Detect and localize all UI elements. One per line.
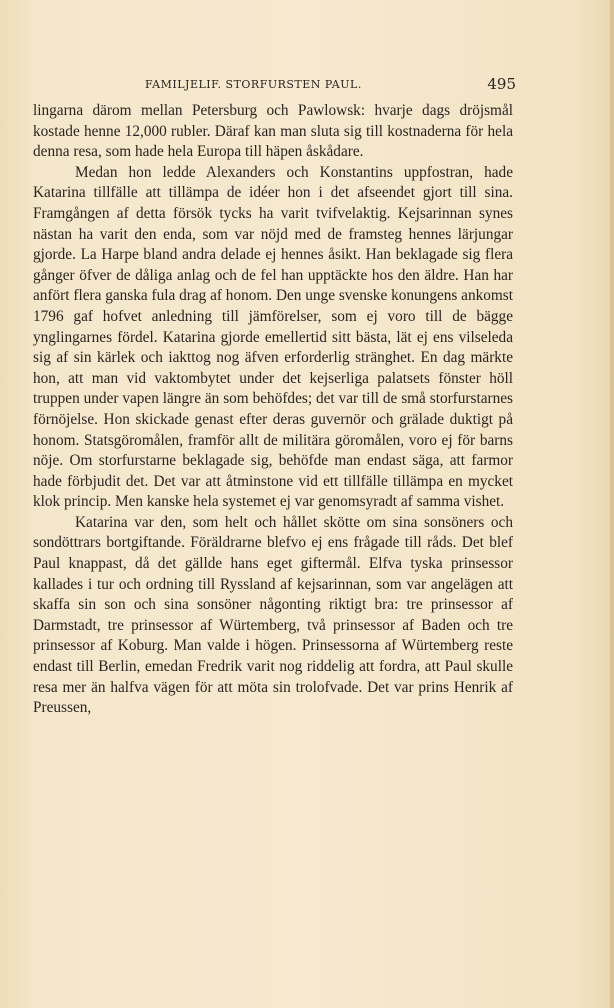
running-head: FAMILJELIF. STORFURSTEN PAUL. [145,78,362,91]
page-edge [610,0,614,1008]
paragraph-continuation: lingarna därom mellan Petersburg och Pawlowsk: hvarje dags dröjsmål kostade henne 12,000 rubler. Däraf kan man sluta sig till kostnaderna för hela denna resa, som hade hela Europa till häpen åskådare. [33,102,513,161]
paragraph-upbringing: Medan hon ledde Alexanders och Konstantins uppfostran, hade Katarina tillfälle att tillämpa de idéer hon i det afseendet gjort till sina. Framgången af detta försök tycks ha varit tvifvelaktig. Kejsarinnan synes nästan ha varit den enda, som var nöjd med de framsteg hennes lärjungar gjorde. La Harpe bland andra delade ej hennes åsikt. Han beklagade sig flera gånger öfver de dåliga anlag och de fel han upptäckte hos den äldre. Han har anfört flera ganska fula drag af honom. Den unge svenske konungens ankomst 1796 gaf hofvet anledning till jämförelser, som ej voro till de bägge ynglingarnes fördel. Katarina gjorde emellertid sitt bästa, lät ej ens vilseleda sig af sin kärlek och iakttog nog äfven erforderlig stränghet. En dag märkte hon, att man vid vaktombytet under det kejserliga palatsets fönster höll truppen under vapen längre än som behöfdes; det var till de små storfurstarnes förnöjelse. Hon skickade genast efter deras guvernör och grälade duktigt på honom. Statsgöromålen, framför allt de militära göromålen, voro ej för barns nöje. Om storfurstarne beklagade sig, behöfde man endast säga, att farmor hade förbjudit det. Det var att åtminstone vid ett tillfälle tillämpa en mycket klok princip. Men kanske hela systemet ej var genomsyradt af samma vishet. [33,163,514,511]
body-text [33,101,513,719]
paragraph-marriages: Katarina var den, som helt och hållet skötte om sina sonsöners och sondöttrars bortgiftande. Föräldrarne blefvo ej ens frågade till råds. Det blef Paul knappast, då det gällde hans eget giftermål. Elfva tyska prinsessor kallades i tur och ordning till Ryssland af kejsarinnan, som var angelägen att skaffa sin son och sina sonsöner någonting riktigt bra: tre prinsessor af Darmstadt, tre prinsessor af Würtemberg, två prinsessor af Baden och tre prinsessor af Koburg. Man valde i högen. Prinsessorna af Würtemberg reste endast till Berlin, emedan Fredrik varit nog riddelig att fordra, att Paul skulle resa mer än halfva vägen för att möta sin trolofvade. Det var prins Henrik af Preussen, [33,513,513,717]
page-header [60,75,516,97]
page-number: 495 [487,75,516,93]
